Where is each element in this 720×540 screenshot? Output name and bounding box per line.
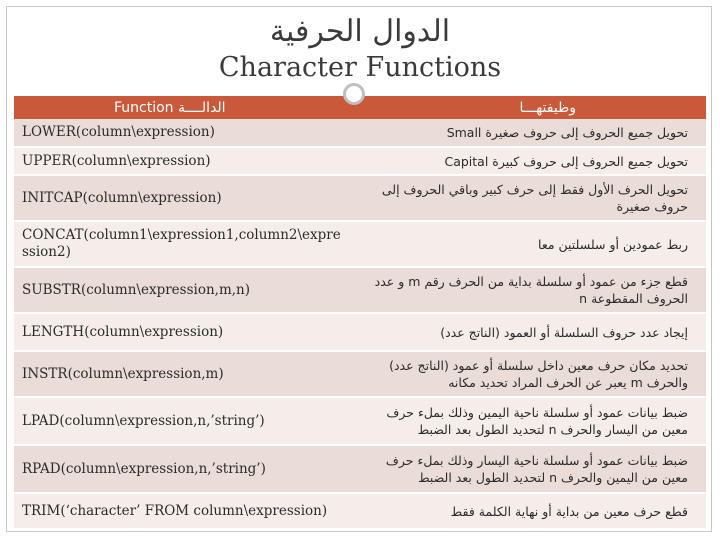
function-cell: INITCAP(column\expression)	[14, 175, 354, 221]
table-row	[14, 313, 706, 351]
description-cell: تحديد مكان حرف معين داخل سلسلة أو عمود (الناتج عدد) والحرف m يعبر عن الحرف المراد تحديد مكانه	[354, 351, 706, 397]
functions-table	[14, 96, 706, 530]
function-cell: INSTR(column\expression,m)	[14, 351, 354, 397]
description-cell: تحويل جميع الحروف إلى حروف صغيرة Small	[354, 119, 706, 147]
description-cell: تحويل جميع الحروف إلى حروف كبيرة Capital	[354, 147, 706, 175]
description-cell: ضبط بيانات عمود أو سلسلة ناحية اليسار وذلك بملء حرف معين من اليمين والحرف n لتحديد الطول بعد الضبط	[354, 445, 706, 493]
description-cell: تحويل الحرف الأول فقط إلى حرف كبير وباقي الحروف إلى حروف صغيرة	[354, 175, 706, 221]
table-row	[14, 175, 706, 221]
function-cell: LENGTH(column\expression)	[14, 313, 354, 351]
function-cell: RPAD(column\expression,n,’string’)	[14, 445, 354, 493]
header-function: Function الدالــــة	[114, 99, 226, 116]
header-description: وظيفتهـــا	[519, 99, 576, 116]
table-row	[14, 119, 706, 147]
slide-title-arabic: الدوال الحرفية	[269, 14, 451, 49]
table-row	[14, 397, 706, 445]
table-row	[14, 221, 706, 267]
function-cell: SUBSTR(column\expression,m,n)	[14, 267, 354, 313]
function-cell: UPPER(column\expression)	[14, 147, 354, 175]
description-cell: ضبط بيانات عمود أو سلسلة ناحية اليمين وذلك بملء حرف معين من اليسار والحرف n لتحديد الطول بعد الضبط	[354, 397, 706, 445]
table-row	[14, 147, 706, 175]
table-row	[14, 351, 706, 397]
function-cell: LPAD(column\expression,n,’string’)	[14, 397, 354, 445]
description-cell: ربط عمودين أو سلسلتين معا	[354, 221, 706, 267]
function-cell: TRIM(‘character’ FROM column\expression)	[14, 493, 354, 529]
table-row	[14, 267, 706, 313]
function-cell: CONCAT(column1\expression1,column2\expression2)	[14, 221, 354, 267]
table-row	[14, 493, 706, 529]
function-cell: LOWER(column\expression)	[14, 119, 354, 147]
description-cell: قطع حرف معين من بداية أو نهاية الكلمة فقط	[354, 493, 706, 529]
description-cell: قطع جزء من عمود أو سلسلة بداية من الحرف رقم m و عدد الحروف المقطوعة n	[354, 267, 706, 313]
description-cell: إيجاد عدد حروف السلسلة أو العمود (الناتج عدد)	[354, 313, 706, 351]
slide-title-english: Character Functions	[218, 52, 502, 83]
ring-decoration-icon	[343, 83, 365, 105]
table-row	[14, 445, 706, 493]
